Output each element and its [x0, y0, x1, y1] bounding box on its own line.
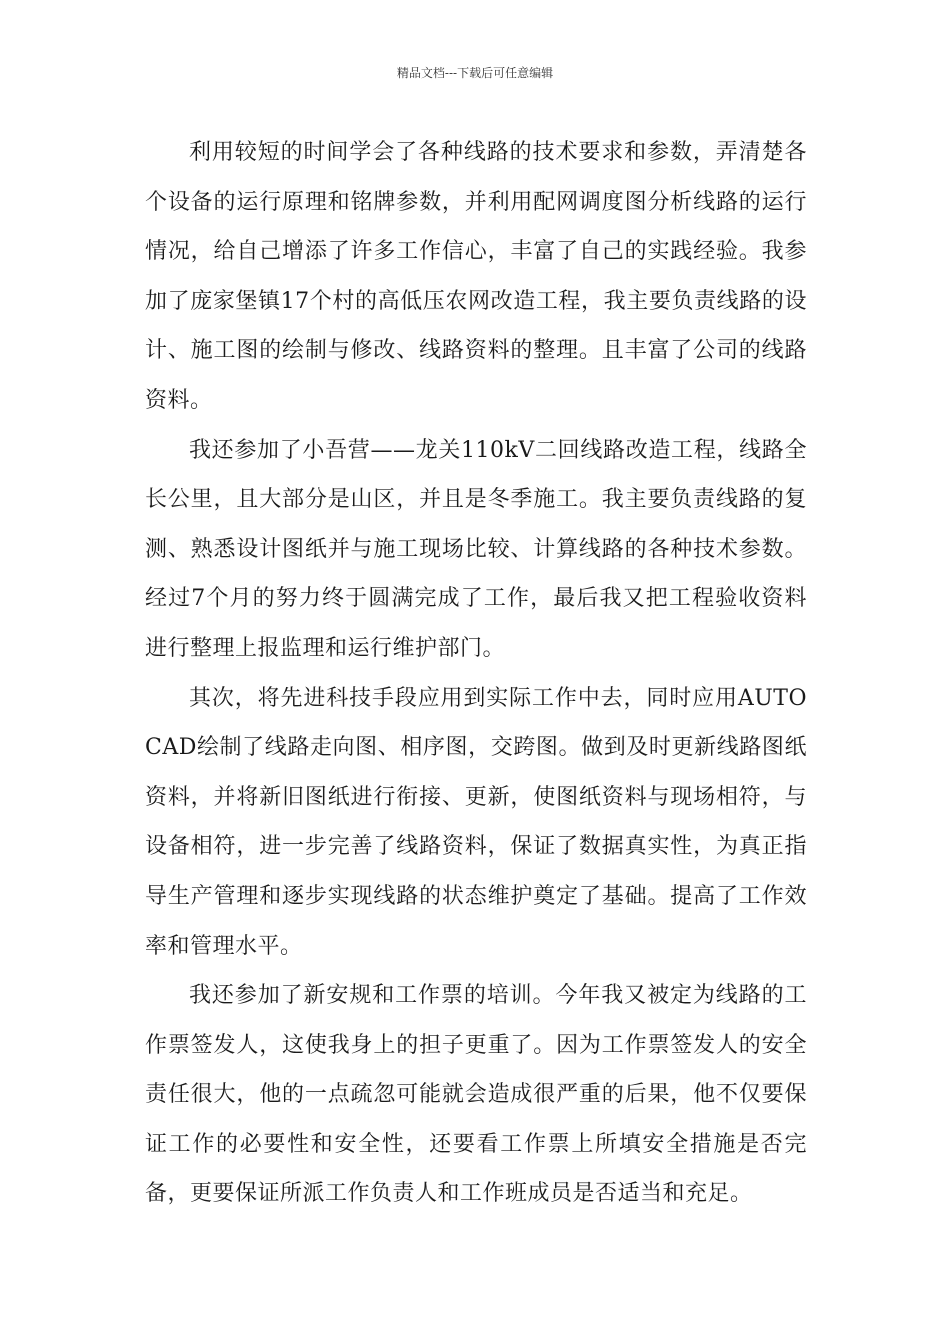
paragraph-2: 我还参加了小吾营——龙关110kV二回线路改造工程，线路全长公里，且大部分是山区，并且是冬季施工。我主要负责线路的复测、熟悉设计图纸并与施工现场比较、计算线路的各种技术参数。经过7个月的努力终于圆满完成了工作，最后我又把工程验收资料进行整理上报监理和运行维护部门。 [145, 437, 807, 661]
document-body [145, 128, 807, 1219]
page-header: 精品文档---下载后可任意编辑 [396, 66, 554, 80]
paragraph-1: 利用较短的时间学会了各种线路的技术要求和参数，弄清楚各个设备的运行原理和铭牌参数，并利用配网调度图分析线路的运行情况，给自己增添了许多工作信心，丰富了自己的实践经验。我参加了庞家堡镇17个村的高低压农网改造工程，我主要负责线路的设计、施工图的绘制与修改、线路资料的整理。且丰富了公司的线路资料。 [145, 140, 807, 413]
paragraph-4: 我还参加了新安规和工作票的培训。今年我又被定为线路的工作票签发人，这使我身上的担子更重了。因为工作票签发人的安全责任很大，他的一点疏忽可能就会造成很严重的后果，他不仅要保证工作的必要性和安全性，还要看工作票上所填安全措施是否完备，更要保证所派工作负责人和工作班成员是否适当和充足。 [145, 983, 807, 1207]
paragraph-3: 其次，将先进科技手段应用到实际工作中去，同时应用AUTOCAD绘制了线路走向图、相序图，交跨图。做到及时更新线路图纸资料，并将新旧图纸进行衔接、更新，使图纸资料与现场相符，与设备相符，进一步完善了线路资料，保证了数据真实性，为真正指导生产管理和逐步实现线路的状态维护奠定了基础。提高了工作效率和管理水平。 [145, 685, 807, 959]
